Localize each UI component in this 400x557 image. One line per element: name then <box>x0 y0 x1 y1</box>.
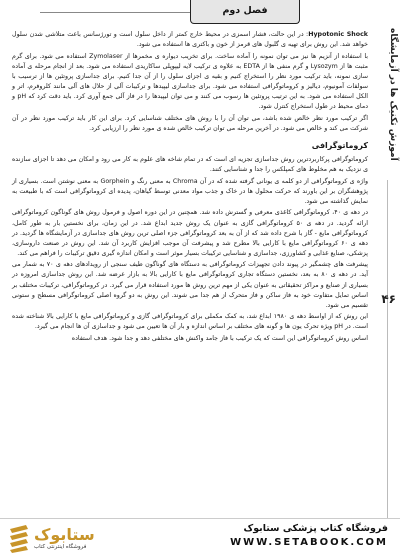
paragraph-history: در دهه ی ۴۰، کروماتوگرافی کاغذی معرفی و گسترش داده شد. همچنین در این دوره اصول و فرمول روش های گوناگون کروماتوگرافی ارائه گردید. در دهه ی ۵۰ کروماتوگرافی گازی به عنوان یک روش جدید ابداع شد. در این زمان، برای نخستین بار به طور کامل، کروماتوگرافی مایع - گاز با شرح داده شد که از آن به بعد کروماتوگرافی جزء اصلی ترین روش های جداسازی در آزمایشگاه ها گردید. در دهه ی ۶۰ کروماتوگرافی مایع با کارایی بالا مطرح شد و پیشرفت آن موجب افزایش کاربرد آن شد. این روش در صنعت داروسازی، پزشکی، صنایع غذایی و کشاورزی، جداسازی و شناسایی ترکیبات بسیار موثر است و امکان اندازه گیری دقیق ترکیبات را فراهم می کند. <box>12 209 369 257</box>
side-rule <box>387 180 388 520</box>
logo-tagline: فروشگاه اینترنتی کتاب <box>34 544 87 550</box>
page-body <box>12 30 368 346</box>
header-rule <box>40 12 190 13</box>
logo-wordmark: ستابوک <box>34 525 95 544</box>
paragraph-etymology: واژه ی کروماتوگرافی از دو کلمه ی یونانی گرفته شده که در آن Chroma به معنی رنگ و Gorphein به معنی نوشتن است. بسیاری از پژوهشگران بر این باورند که حرکت محلول ها در خاک و جذب مواد معدنی توسط گیاهان، پدیده ای کروماتوگرافی است که با طبیعت به نمایش گذاشته می شود. <box>12 177 368 205</box>
paragraph-purification: اگر ترکیب مورد نظر خالص شده باشد، می توان آن را با روش های مختلف شناسایی کرد. برای این کار باید ترکیب مورد نظر در آن شرکت می کند و خالص می شود. در آخرین مرحله می توان ترکیب خالص شده ی مورد نظر را ارزیابی کرد. <box>12 114 368 132</box>
paragraph-text: : در این حالت، فشار اسمزی در محیط خارج کمتر از داخل سلول است و تورژسانس باعث متلاشی شدن سلول خواهد شد. این روش برای تهیه ی گلبول های قرمز از خون و باکتری ها استفاده می شود. <box>12 31 368 49</box>
paragraph-hypotonic <box>12 30 368 50</box>
paragraph-intro: کروماتوگرافی پرکاربردترین روش جداسازی تجزیه ای است که در تمام شاخه های علوم به کار می رود و امکان می دهد تا اجزای سازنده ی نزدیک به هم مخلوط های کمپلکس را جدا و شناسایی کنند. <box>12 155 368 174</box>
section-heading-chromatography: کروماتوگرافی <box>311 140 368 150</box>
paragraph-basis: اساس روش کروماتوگرافی این است که یک ترکیب با فاز جامد واکنش های مختلفی دهد و جدا شود. هدف استفاده <box>71 335 368 343</box>
setabook-logo[interactable] <box>8 523 103 555</box>
footer-info <box>230 523 388 548</box>
paragraph-enzymes: با استفاده از آنزیم ها نیز می توان نمونه را آماده ساخت. برای تخریب دیواره ی مخمرها از Zymolaser استفاده می شود. برای گرم مثبت ها از Lysozym و گرم منفی ها از EDTA به علاوه ی ترکیب لایه لیپوپلی ساکاریدی استفاده می شود. بعد از انجام مرحله ی آماده سازی نمونه، باید ترکیب مورد نظر را استخراج کنیم و بقیه ی اجزای سلول را از آن جدا کنیم. برای جداسازی پروتئین ها از ترسیب با سولفات آمونیوم، دیالیز و کروماتوگرافی استفاده می شود. برای جداسازی لیپیدها و ترکیبات آلی از حلال های آلی مانند کلروفرم، اتر و الکل استفاده می شود. به این ترتیب پروتئین ها رسوب می کنند و می توان لیپیدها را در فاز آلی جمع آوری کرد. باید دقت کرد که pH و دمای محیط در طول استخراج کنترل شود. <box>12 52 369 111</box>
book-stack-icon <box>8 523 30 553</box>
chapter-header: فصل دوم <box>190 0 300 24</box>
page-number: ۴۶ <box>381 292 396 306</box>
book-title-vertical: آموزش تکنیک ها در آزمایشگاه <box>388 27 398 161</box>
footer-banner <box>0 518 400 557</box>
term-hypotonic: Hypotonic Shock <box>308 31 368 38</box>
shop-url-link[interactable]: WWW.SETABOOK.COM <box>230 537 388 548</box>
shop-name: فروشگاه کتاب پزشکی ستابوک <box>243 523 388 534</box>
paragraph-advances: پیشرفت های چشمگیر در پیوند دادن تجهیزات کروماتوگرافی به دستگاه های گوناگون طیف سنجی از رویدادهای دهه ی ۷۰ به شمار می آید. در دهه ی ۸۰ به بعد، نخستین دستگاه تجاری کروماتوگرافی مایع با کارایی بالا به بازار عرضه شد. این روش جداسازی امروزه در بسیاری از صنایع و مراکز تحقیقاتی به عنوان یکی از مهم ترین روش ها مورد استفاده قرار می گیرد. در کروماتوگرافی، ترکیبات مختلف بر اساس تمایل متفاوت خود به فاز ساکن و فاز متحرک از هم جدا می شوند. این روش به دو گروه اصلی کروماتوگرافی مسطح و ستونی تقسیم می شود. <box>12 261 368 309</box>
paragraph-electrophoresis: این روش که از اواسط دهه ی ۱۹۸۰ ابداع شد، به کمک مکملی برای کروماتوگرافی گازی و کروماتوگرافی مایع با کارایی بالا شناخته شده است. در pH ویژه تحرک یون ها و گونه های مختلف بر اساس اندازه و بار آن ها تعیین می شود و جداسازی آن ها انجام می گیرد. <box>12 313 368 331</box>
